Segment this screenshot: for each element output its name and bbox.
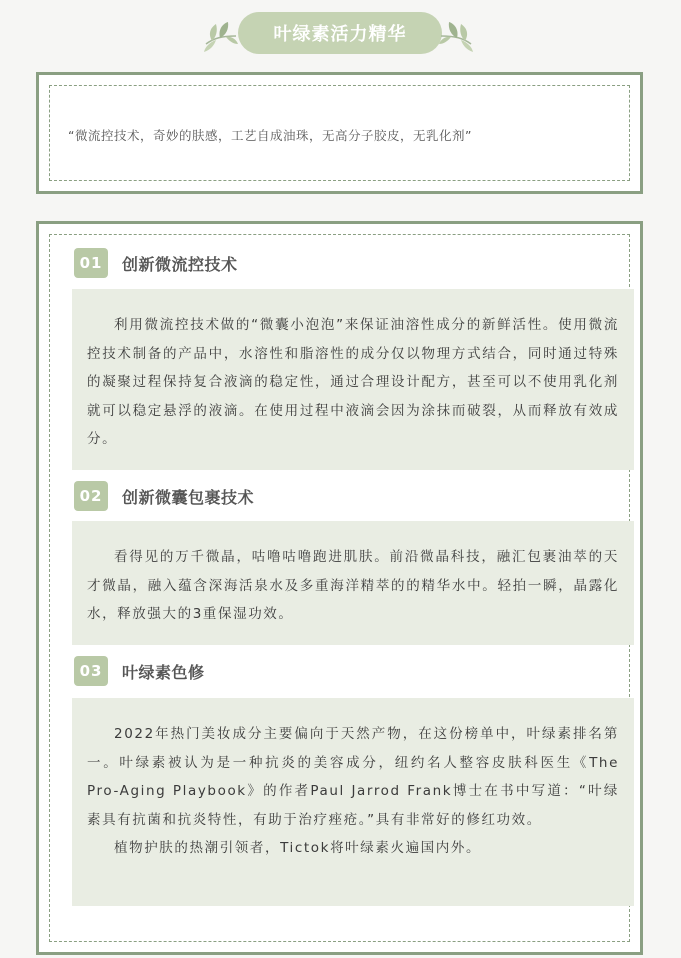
section-number-badge: 01 — [74, 248, 108, 278]
section-paragraph: 利用微流控技术做的“微囊小泡泡”来保证油溶性成分的新鲜活性。使用微流控技术制备的产品中，水溶性和脂溶性的成分仅以物理方式结合，同时通过特殊的凝聚过程保持复合液滴的稳定性，通过合理设计配方，甚至可以不使用乳化剂就可以稳定悬浮的液滴。在使用过程中液滴会因为涂抹而破裂，从而释放有效成分。 — [87, 317, 619, 447]
section-paragraph: 植物护肤的热潮引领者，Tictok将叶绿素火遍国内外。 — [114, 840, 482, 856]
section-number-badge: 02 — [74, 481, 108, 511]
content-box — [36, 221, 643, 955]
dashed-frame — [49, 234, 630, 942]
section-header-02 — [74, 481, 254, 511]
quote-text: “微流控技术，奇妙的肤感，工艺自成油珠，无高分子胶皮，无乳化剂” — [68, 128, 472, 143]
section-title: 创新微囊包裹技术 — [122, 487, 255, 507]
section-paragraph: 看得见的万千微晶，咕噜咕噜跑进肌肤。前沿微晶科技，融汇包裹油萃的天才微晶，融入蕴含深海活泉水及多重海洋精萃的的精华水中。轻拍一瞬，晶露化水，释放强大的3重保湿功效。 — [87, 549, 619, 622]
dashed-frame — [49, 85, 630, 181]
section-title: 创新微流控技术 — [122, 254, 238, 274]
leaf-icon — [437, 14, 477, 54]
page-title: 叶绿素活力精华 — [238, 12, 442, 54]
section-paragraph: 2022年热门美妆成分主要偏向于天然产物，在这份榜单中，叶绿素排名第一。叶绿素被认为是一种抗炎的美容成分，纽约名人整容皮肤科医生《The Pro-Aging Playbook》的作者Paul Jarrod Frank博士在书中写道：“叶绿素具有抗菌和抗炎特性，有助于治疗痤疮。”具有非常好的修红功效。 — [87, 726, 619, 828]
section-body-02 — [72, 521, 634, 645]
section-body-03 — [72, 698, 634, 906]
section-body-01 — [72, 289, 634, 470]
section-number-badge: 03 — [74, 656, 108, 686]
section-title: 叶绿素色修 — [122, 662, 205, 682]
leaf-icon — [200, 14, 240, 54]
title-banner — [0, 10, 681, 58]
section-header-03 — [74, 656, 205, 686]
quote-box — [36, 72, 643, 194]
section-header-01 — [74, 248, 238, 278]
